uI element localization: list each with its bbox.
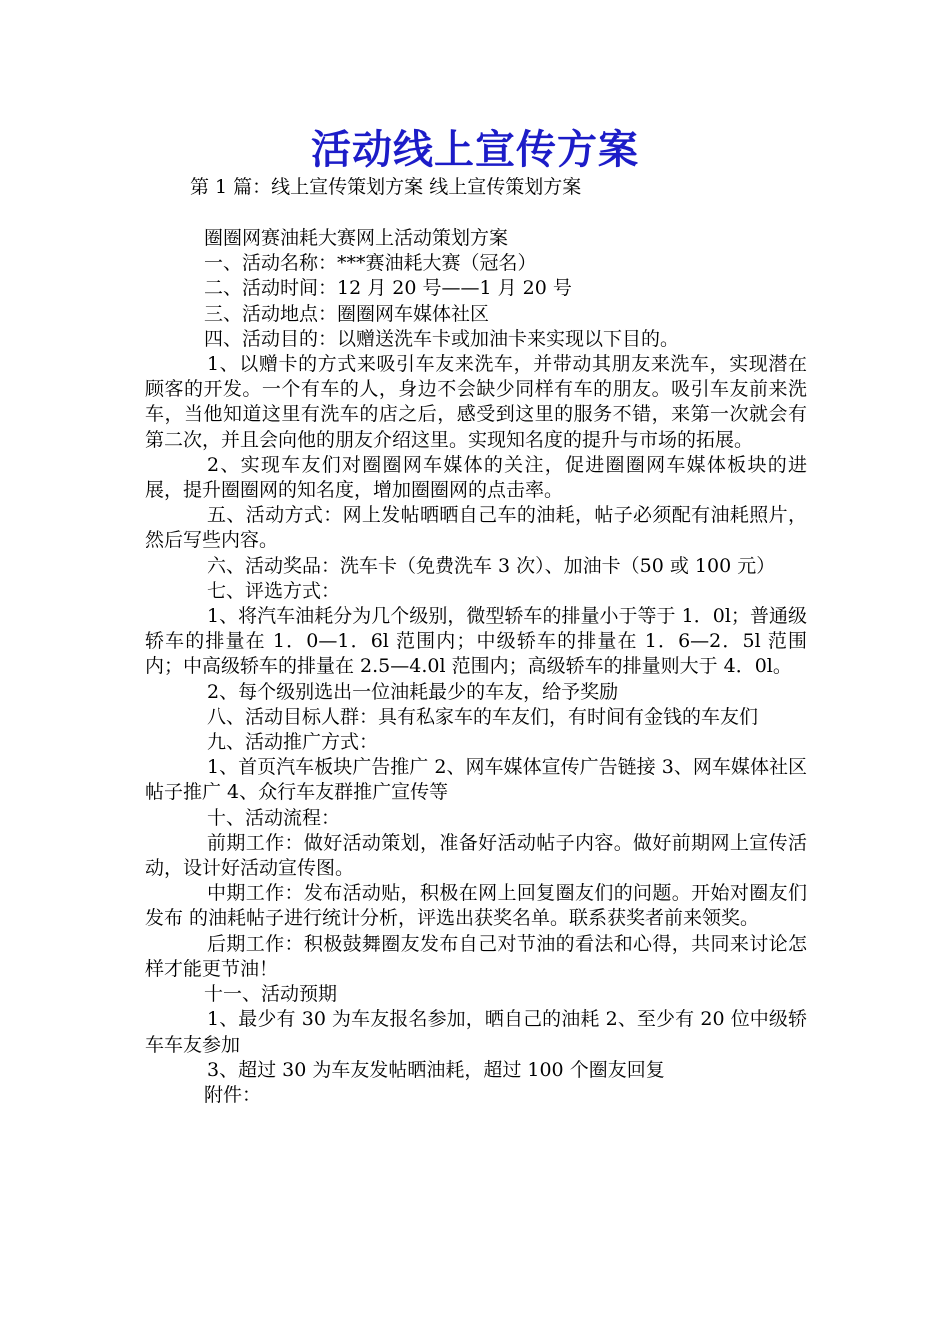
paragraph-selection-2: 2、每个级别选出一位油耗最少的车友，给予奖励 [207, 680, 619, 703]
document-title: 活动线上宣传方案 [311, 127, 639, 173]
paragraph-expectation-2: 3、超过 30 为车友发帖晒油耗，超过 100 个圈友回复 [207, 1058, 665, 1081]
paragraph-target-audience: 八、活动目标人群：具有私家车的车友们，有时间有金钱的车友们 [207, 705, 759, 728]
paragraph-promotion-list: 1、首页汽车板块广告推广 2、网车媒体宣传广告链接 3、网车媒体社区帖子推广 4、众行车友群推广宣传等 [145, 756, 807, 804]
paragraph-activity-name: 一、活动名称：***赛油耗大赛（冠名） [204, 252, 537, 275]
paragraph-activity-purpose: 四、活动目的：以赠送洗车卡或加油卡来实现以下目的。 [204, 327, 680, 350]
paragraph-expectations: 十一、活动预期 [204, 983, 338, 1006]
paragraph-selection-1: 1、将汽车油耗分为几个级别，微型轿车的排量小于等于 1．0l；普通级轿车的排量在 1．0—1．6l 范围内；中级轿车的排量在 1．6—2．5l 范围内；中高级轿车的排量在 2.5—4.0l 范围内；高级轿车的排量则大于 4．0l。 [145, 605, 807, 678]
paragraph-activity-time: 二、活动时间：12 月 20 号——1 月 20 号 [204, 277, 572, 300]
paragraph-selection-method: 七、评选方式： [207, 579, 341, 602]
paragraph-expectation-1: 1、最少有 30 为车友报名参加，晒自己的油耗 2、至少有 20 位中级轿车车友参加 [145, 1008, 807, 1056]
paragraph-purpose-2: 2、实现车友们对圈圈网车媒体的关注，促进圈圈网车媒体板块的进展，提升圈圈网的知名度，增加圈圈网的点击率。 [145, 453, 807, 502]
paragraph-plan-title: 圈圈网赛油耗大赛网上活动策划方案 [204, 227, 509, 249]
chapter-heading: 第 1 篇：线上宣传策划方案 线上宣传策划方案 [190, 176, 582, 198]
document-body [145, 226, 807, 1108]
paragraph-attachment: 附件： [204, 1083, 262, 1106]
paragraph-activity-method: 五、活动方式：网上发帖晒晒自己车的油耗，帖子必须配有油耗照片，然后写些内容。 [145, 504, 807, 552]
paragraph-early-work: 前期工作：做好活动策划，准备好活动帖子内容。做好前期网上宣传活动，设计好活动宣传图。 [145, 831, 807, 880]
paragraph-activity-process: 十、活动流程： [207, 806, 341, 829]
paragraph-activity-prizes: 六、活动奖品：洗车卡（免费洗车 3 次）、加油卡（50 或 100 元） [207, 554, 776, 577]
paragraph-promotion-methods: 九、活动推广方式： [207, 731, 379, 754]
paragraph-activity-place: 三、活动地点：圈圈网车媒体社区 [204, 302, 490, 325]
paragraph-purpose-1: 1、以赠卡的方式来吸引车友来洗车，并带动其朋友来洗车，实现潜在顾客的开发。一个有车的人，身边不会缺少同样有车的朋友。吸引车友前来洗车，当他知道这里有洗车的店之后，感受到这里的服务不错，来第一次就会有第二次，并且会向他的朋友介绍这里。实现知名度的提升与市场的拓展。 [145, 353, 807, 451]
paragraph-later-work: 后期工作：积极鼓舞圈友发布自己对节油的看法和心得，共同来讨论怎样才能更节油！ [145, 932, 807, 980]
paragraph-middle-work: 中期工作：发布活动贴，积极在网上回复圈友们的问题。开始对圈友们发布 的油耗帖子进行统计分析，评选出获奖名单。联系获奖者前来领奖。 [145, 882, 807, 930]
